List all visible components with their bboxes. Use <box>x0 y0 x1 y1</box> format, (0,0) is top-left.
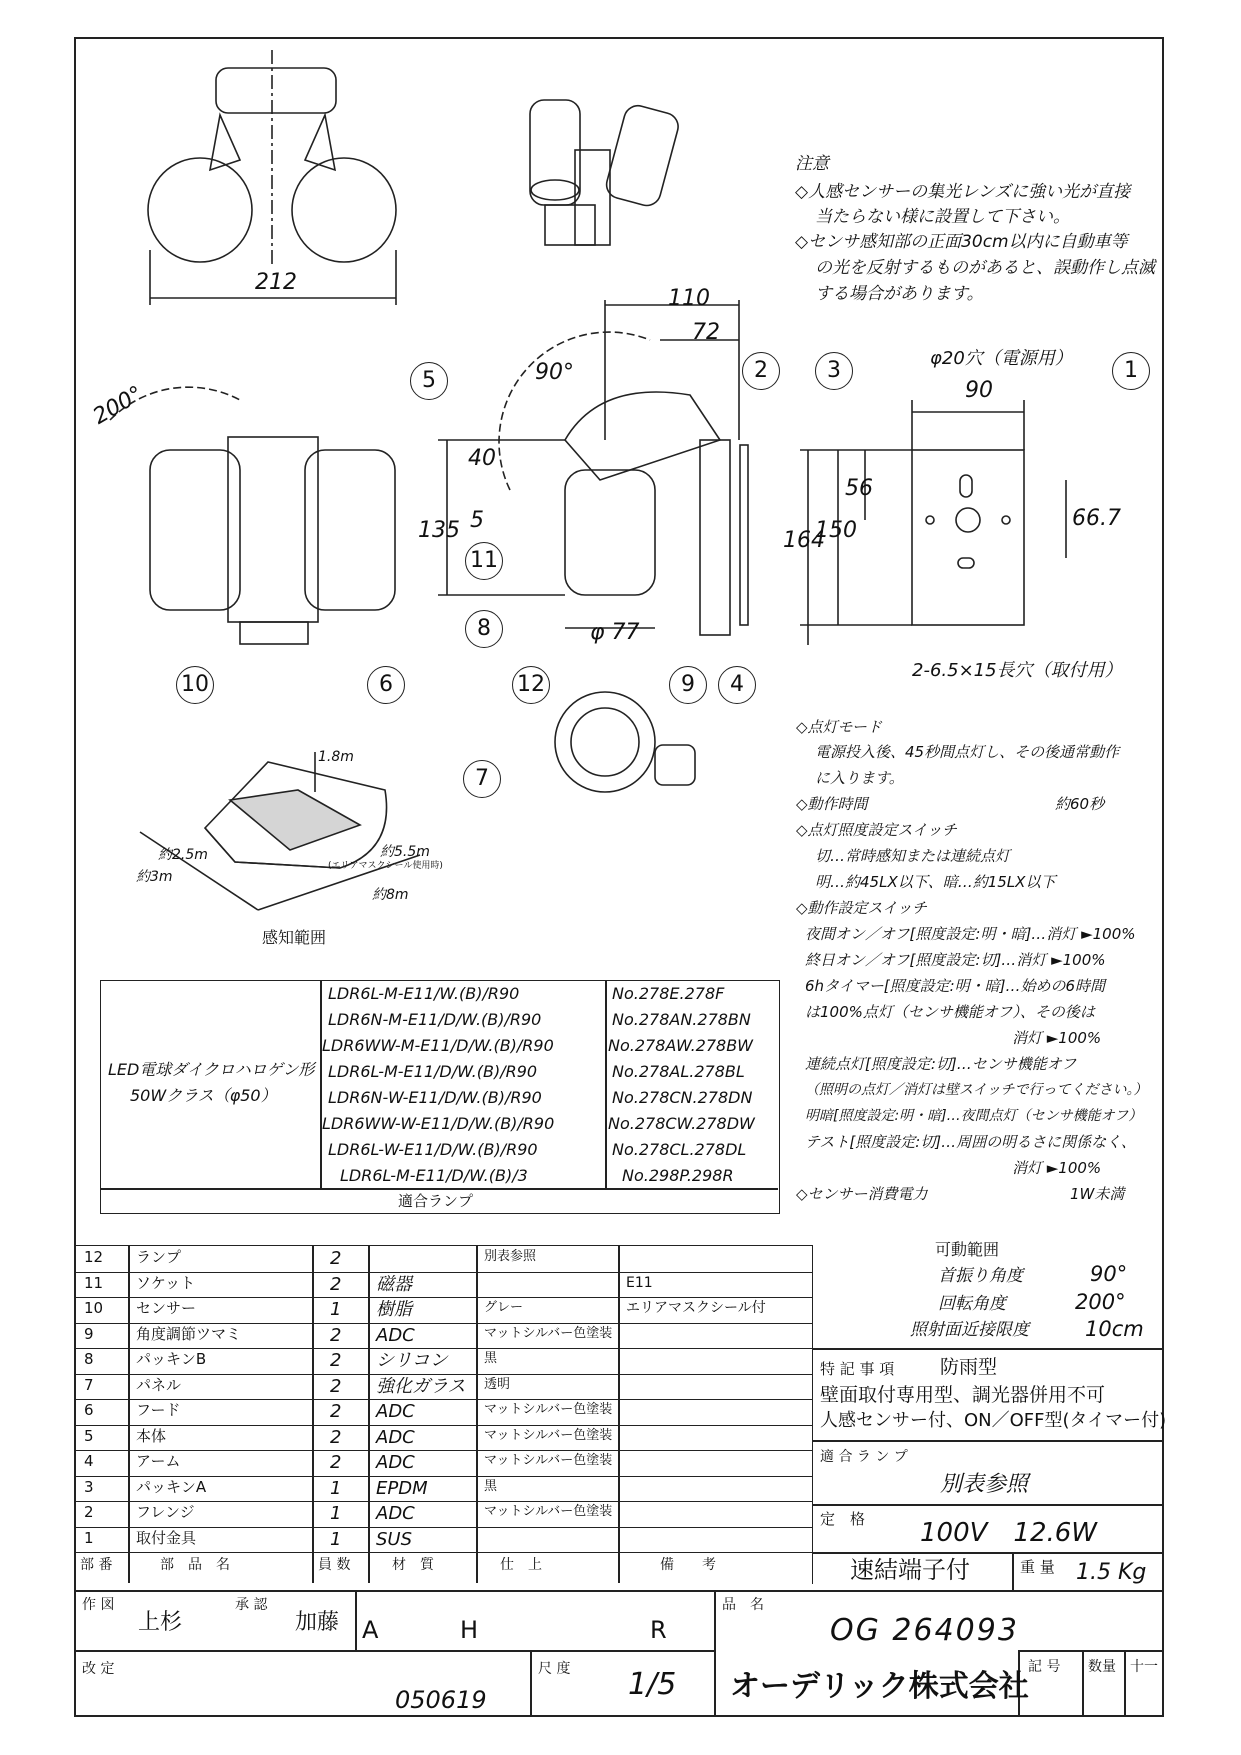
dim-5: 5 <box>470 508 484 533</box>
range-label: 回転角度 <box>938 1294 1006 1314</box>
dim-150: 150 <box>815 518 857 543</box>
callout-5: 5 <box>410 362 448 400</box>
parts-cell: 5 <box>84 1426 94 1445</box>
note-line: ◇センサ感知部の正面30cm以内に自動車等 <box>795 232 1128 252</box>
callout-7: 7 <box>463 760 501 798</box>
sense-r3: 約3m <box>136 869 173 885</box>
range-label: 首振り角度 <box>938 1266 1023 1286</box>
lamp-model: LDR6L-M-E11/D/W.(B)/3 <box>340 1166 528 1185</box>
lamp-no: No.278AL.278BL <box>612 1062 745 1081</box>
parts-cell: 4 <box>84 1452 94 1470</box>
callout-3: 3 <box>815 352 853 390</box>
parts-cell: フレンジ <box>136 1503 195 1521</box>
callout-1: 1 <box>1112 352 1150 390</box>
sense-r55: 約5.5m <box>380 844 430 860</box>
mode-line: 明…約45LX以下、暗…約15LX以下 <box>815 873 1056 891</box>
mode-line: ◇点灯照度設定スイッチ <box>796 821 957 839</box>
hole-label: φ20穴（電源用） <box>930 348 1073 369</box>
mode-line: 消灯 ►100% <box>1012 1159 1102 1177</box>
terminal: 速結端子付 <box>850 1556 970 1584</box>
approved-by: 加藤 <box>295 1610 340 1635</box>
lamp-no: No.278CN.278DN <box>612 1088 753 1107</box>
parts-cell: 12 <box>84 1248 104 1266</box>
parts-cell: 角度調節ツマミ <box>136 1324 242 1343</box>
sense-h: 1.8m <box>318 749 354 765</box>
lamp-value: 別表参照 <box>940 1472 1029 1497</box>
range-value: 10cm <box>1085 1317 1144 1341</box>
product-name-label: 品 名 <box>722 1597 764 1613</box>
callout-6: 6 <box>367 666 405 704</box>
revision-label: 改 定 <box>82 1661 115 1677</box>
parts-cell: 1 <box>330 1503 342 1524</box>
dim-90-plate: 90 <box>965 378 993 403</box>
parts-cell: マットシルバー色塗装 <box>484 1325 613 1341</box>
top-view <box>148 50 396 305</box>
parts-header-cell: 員 数 <box>318 1557 351 1573</box>
lamp-table-footer: 適合ランプ <box>398 1192 474 1210</box>
parts-cell: 2 <box>330 1401 342 1422</box>
angle-200: 200° <box>89 381 148 430</box>
parts-cell: エリアマスクシール付 <box>626 1300 766 1316</box>
parts-cell: E11 <box>626 1274 653 1291</box>
rating-value: 100V 12.6W <box>920 1518 1098 1548</box>
parts-cell: 2 <box>330 1426 342 1448</box>
parts-cell: 2 <box>330 1350 342 1371</box>
parts-cell: 11 <box>84 1273 104 1292</box>
dim-212: 212 <box>255 270 297 295</box>
parts-cell: 本体 <box>136 1426 167 1445</box>
lamp-no: No.278CL.278DL <box>612 1140 747 1159</box>
parts-cell: 透明 <box>484 1376 511 1392</box>
mode-line: 終日オン／オフ[照度設定:切]…消灯 ►100% <box>805 951 1106 969</box>
grade-r: R <box>650 1616 667 1644</box>
parts-header-cell: 部 品 名 <box>160 1557 230 1573</box>
mode-line: 夜間オン／オフ[照度設定:明・暗]…消灯 ►100% <box>805 925 1136 943</box>
parts-cell: 強化ガラス <box>376 1375 466 1397</box>
mode-line: 電源投入後、45秒間点灯し、その後通常動作 <box>815 743 1120 761</box>
mark-label: 記 号 <box>1028 1659 1061 1675</box>
lamp-category: LED電球ダイクロハロゲン形 <box>108 1060 315 1079</box>
range-label: 照射面近接限度 <box>910 1320 1029 1340</box>
parts-cell: ADC <box>376 1452 415 1473</box>
lamp-no: No.278AN.278BN <box>612 1010 751 1029</box>
range-value: 200° <box>1075 1290 1126 1314</box>
lamp-model: LDR6L-M-E11/W.(B)/R90 <box>328 984 520 1003</box>
callout-9: 9 <box>669 666 707 704</box>
sense-r8: 約8m <box>372 887 409 903</box>
parts-cell: 1 <box>84 1528 94 1547</box>
parts-cell: マットシルバー色塗装 <box>484 1504 613 1519</box>
parts-cell: 1 <box>330 1477 342 1499</box>
parts-cell: ランプ <box>136 1248 182 1266</box>
parts-cell: パッキンB <box>136 1350 207 1368</box>
dim-56: 56 <box>845 476 873 501</box>
mode-line: ◇点灯モード <box>796 718 882 736</box>
parts-cell: ADC <box>376 1426 415 1448</box>
parts-cell: 2 <box>330 1248 342 1269</box>
parts-cell: 3 <box>84 1477 94 1496</box>
parts-cell: 黒 <box>484 1351 498 1366</box>
parts-cell: フード <box>136 1401 181 1419</box>
lens-detail <box>555 692 695 792</box>
weight-label: 重 量 <box>1020 1558 1055 1576</box>
range-title: 可動範囲 <box>935 1240 1000 1259</box>
special-line: 人感センサー付、ON／OFF型(タイマー付) <box>820 1410 1167 1431</box>
parts-header-cell: 部 番 <box>80 1557 113 1573</box>
lamp-model: LDR6N-W-E11/D/W.(B)/R90 <box>328 1088 542 1107</box>
qty-label: 数量 <box>1088 1659 1116 1675</box>
lamp-model: LDR6WW-W-E11/D/W.(B)/R90 <box>322 1114 555 1133</box>
parts-cell: パネル <box>136 1375 182 1394</box>
parts-cell: 6 <box>84 1401 94 1419</box>
lamp-no: No.278AW.278BW <box>608 1036 753 1055</box>
lamp-category: 50Wクラス（φ50） <box>130 1086 277 1105</box>
parts-cell: 9 <box>84 1324 94 1343</box>
operation-time: 約60秒 <box>1055 795 1105 813</box>
note-line: の光を反射するものがあると、誤動作し点滅 <box>815 258 1155 278</box>
mode-line: 切…常時感知または連続点灯 <box>815 847 1011 865</box>
parts-cell: アーム <box>136 1452 181 1470</box>
perspective-view <box>530 100 681 245</box>
parts-cell: 2 <box>330 1452 342 1473</box>
note-line: 当たらない様に設置して下さい。 <box>815 207 1070 227</box>
dim-164: 164 <box>783 528 825 553</box>
mode-line: 明暗[照度設定:明・暗]…夜間点灯（センサ機能オフ） <box>805 1108 1143 1124</box>
sense-r25: 約2.5m <box>158 847 208 863</box>
special-label: 特 記 事 項 <box>820 1360 895 1378</box>
parts-cell: SUS <box>376 1528 413 1550</box>
dim-77: φ 77 <box>590 620 640 645</box>
lamp-model: LDR6L-W-E11/D/W.(B)/R90 <box>328 1140 538 1159</box>
parts-cell: 別表参照 <box>484 1249 537 1264</box>
drawn-by: 上杉 <box>138 1610 183 1635</box>
parts-cell: 2 <box>84 1503 94 1521</box>
parts-cell: ADC <box>376 1401 415 1422</box>
mode-line: に入ります。 <box>815 769 904 787</box>
parts-header-cell: 備 考 <box>660 1557 716 1573</box>
lamp-model: LDR6N-M-E11/D/W.(B)/R90 <box>328 1010 542 1029</box>
parts-cell: EPDM <box>376 1477 428 1499</box>
notes-title: 注意 <box>795 154 829 174</box>
callout-12: 12 <box>512 666 550 704</box>
parts-cell: マットシルバー色塗装 <box>484 1427 613 1443</box>
parts-header-cell: 材 質 <box>392 1557 434 1573</box>
company-name: オーデリック株式会社 <box>730 1669 1029 1704</box>
parts-cell: マットシルバー色塗装 <box>484 1402 613 1417</box>
note-line: する場合があります。 <box>815 284 984 304</box>
parts-cell: グレー <box>484 1300 524 1315</box>
mode-line: ◇動作時間 <box>796 795 868 813</box>
parts-cell: ADC <box>376 1324 415 1346</box>
grade-h: H <box>460 1616 479 1644</box>
mode-line: ◇動作設定スイッチ <box>796 899 927 917</box>
sense-mask: (エリアマスクシール使用時) <box>328 861 443 871</box>
mode-line: （照明の点灯／消灯は壁スイッチで行ってください。） <box>805 1082 1148 1098</box>
scale-label: 尺 度 <box>538 1661 571 1677</box>
drawn-label: 作 図 <box>82 1597 115 1613</box>
note-line: ◇人感センサーの集光レンズに強い光が直接 <box>795 182 1131 202</box>
range-value: 90° <box>1090 1262 1128 1286</box>
product-code: OG 264093 <box>830 1613 1019 1648</box>
parts-cell: マットシルバー色塗装 <box>484 1453 613 1468</box>
parts-cell: 1 <box>330 1528 342 1550</box>
qty-value: 十一 <box>1130 1659 1158 1675</box>
dim-135: 135 <box>418 518 460 543</box>
approved-label: 承 認 <box>235 1597 268 1613</box>
mode-line: ◇センサー消費電力 <box>796 1185 928 1203</box>
angle-90: 90° <box>535 360 574 385</box>
sense-label: 感知範囲 <box>262 928 327 947</box>
lamp-label: 適 合 ラ ン プ <box>820 1449 908 1465</box>
mode-line: 消灯 ►100% <box>1012 1029 1102 1047</box>
special-line: 壁面取付専用型、調光器併用不可 <box>820 1384 1106 1406</box>
callout-11: 11 <box>465 542 503 580</box>
parts-cell: 磁器 <box>376 1273 412 1295</box>
mode-line: 連続点灯[照度設定:切]…センサ機能オフ <box>805 1055 1077 1073</box>
parts-cell: 7 <box>84 1375 94 1394</box>
rating-label: 定 格 <box>820 1510 866 1528</box>
mode-line: 6hタイマー[照度設定:明・暗]…始めの6時間 <box>805 977 1106 995</box>
parts-cell: 黒 <box>484 1478 498 1494</box>
parts-cell: 樹脂 <box>376 1299 412 1320</box>
parts-cell: 2 <box>330 1324 342 1346</box>
parts-cell: ソケット <box>136 1273 196 1292</box>
grade-a: A <box>362 1616 379 1644</box>
weight-value: 1.5 Kg <box>1076 1560 1147 1585</box>
dim-40: 40 <box>468 446 496 471</box>
lamp-model: LDR6WW-M-E11/D/W.(B)/R90 <box>322 1036 554 1055</box>
callout-10: 10 <box>176 666 214 704</box>
revision-date: 050619 <box>395 1686 487 1714</box>
lamp-model: LDR6L-M-E11/D/W.(B)/R90 <box>328 1062 538 1081</box>
special-line: 防雨型 <box>940 1356 998 1378</box>
mode-line: テスト[照度設定:切]…周囲の明るさに関係なく、 <box>805 1133 1136 1151</box>
front-view <box>110 387 395 644</box>
dim-66-7: 66.7 <box>1072 506 1121 531</box>
parts-cell: 2 <box>330 1273 342 1295</box>
sensor-power: 1W未満 <box>1070 1185 1125 1203</box>
parts-cell: 10 <box>84 1299 104 1317</box>
slot-label: 2-6.5×15長穴（取付用） <box>912 660 1123 681</box>
mode-line: は100%点灯（センサ機能オフ）、その後は <box>805 1003 1095 1021</box>
parts-cell: パッキンA <box>136 1477 207 1496</box>
parts-cell: 2 <box>330 1375 342 1397</box>
scale-value: 1/5 <box>628 1667 677 1702</box>
parts-cell: 1 <box>330 1299 342 1320</box>
dim-72: 72 <box>692 320 720 345</box>
parts-cell: 8 <box>84 1350 94 1368</box>
parts-cell: センサー <box>136 1299 197 1317</box>
parts-cell: 取付金具 <box>136 1528 197 1547</box>
lamp-no: No.278CW.278DW <box>608 1114 755 1133</box>
parts-cell: シリコン <box>376 1350 448 1371</box>
lamp-no: No.278E.278F <box>612 984 725 1003</box>
callout-2: 2 <box>742 352 780 390</box>
lamp-no: No.298P.298R <box>622 1166 734 1185</box>
parts-header-cell: 仕 上 <box>500 1557 542 1573</box>
parts-cell: ADC <box>376 1503 415 1524</box>
callout-4: 4 <box>718 666 756 704</box>
callout-8: 8 <box>465 610 503 648</box>
dim-110: 110 <box>668 286 710 311</box>
